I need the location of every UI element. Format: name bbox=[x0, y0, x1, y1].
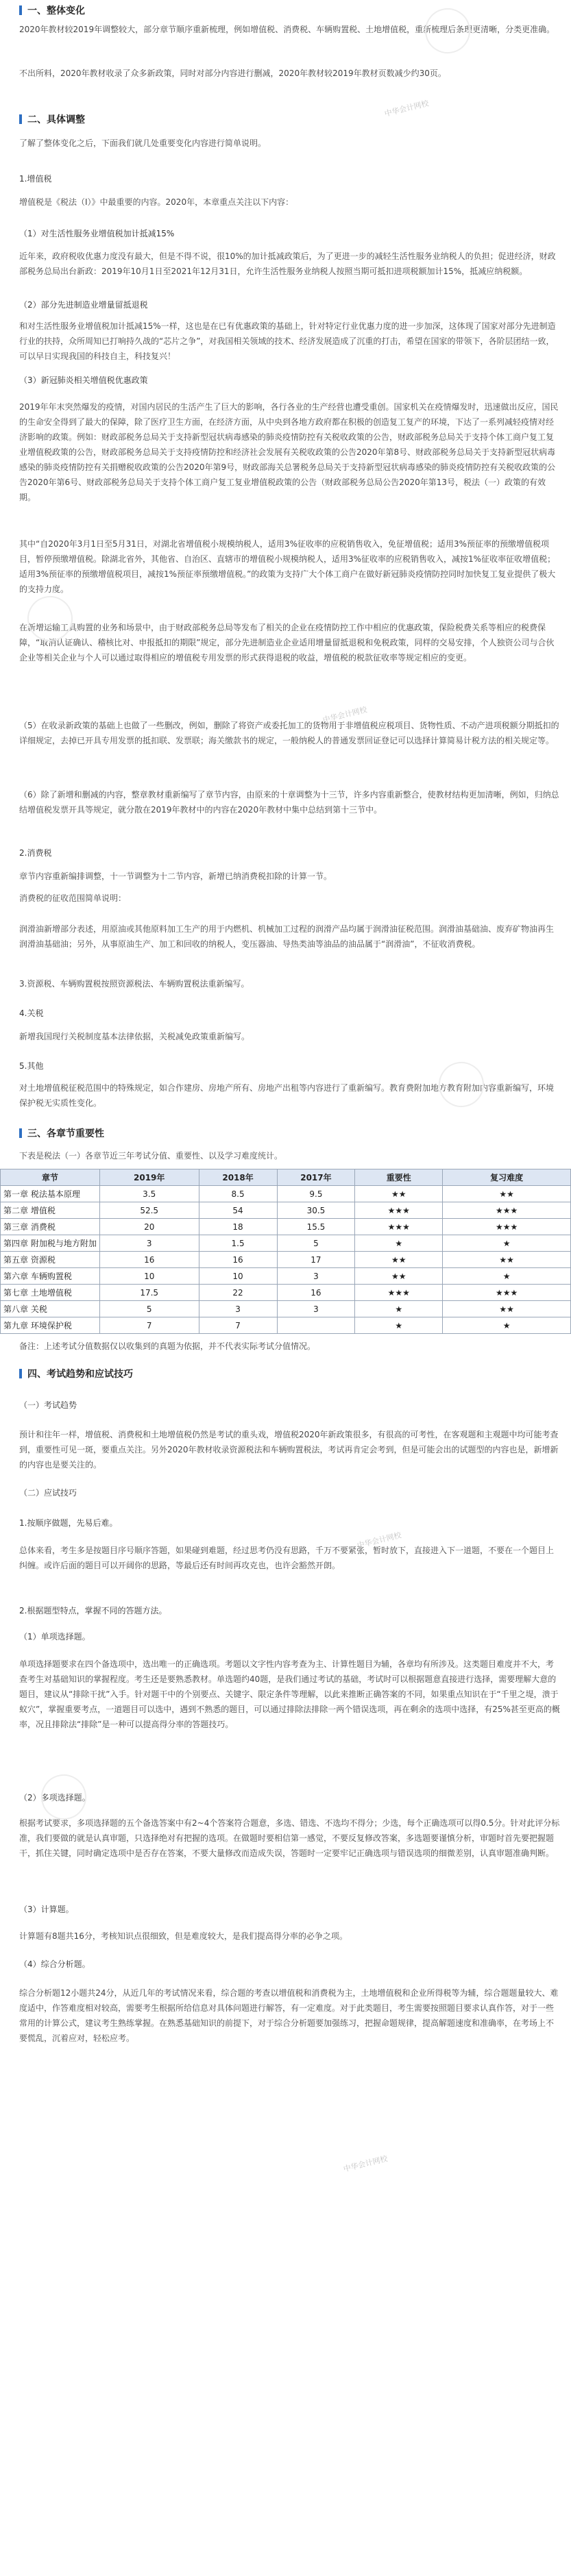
paragraph: 总体来看，考生多是按题目序号顺序答题，如果碰到难题，经过思考仍没有思路，千万不要紧张，暂时放下，直接进入下一道题，不要在一个题目上纠缠。或许后面的题目可以开阔你的思路，等最后还有时间再攻克也，也许会豁然开朗。 bbox=[19, 1546, 555, 1570]
watermark: 中华会计网校 bbox=[356, 1531, 402, 1550]
chapter-cell: 第五章 资源税 bbox=[1, 1252, 100, 1268]
subheading: 2.根据题型特点，掌握不同的答题方法。 bbox=[19, 1606, 167, 1615]
subheading-other: 5.其他 bbox=[19, 1061, 44, 1071]
score-2019-cell: 16 bbox=[99, 1252, 199, 1268]
paragraph: 新增我国现行关税制度基本法律依据，关税减免政策重新编写。 bbox=[19, 1032, 250, 1041]
table-row bbox=[1, 1235, 571, 1252]
importance-cell: ★ bbox=[355, 1317, 443, 1334]
subheading: （2）多项选择题。 bbox=[19, 1793, 90, 1803]
watermark: 中华会计网校 bbox=[321, 705, 368, 725]
paragraph: 单项选择题要求在四个备选项中，选出唯一的正确选项。考题以文字性内容考查为主、计算性题目为辅，各章均有所涉及。这类题目难度并不大，考查考生对基础知识的掌握程度。考生还是要熟悉教材。单选题约40题，是我们通过考试的基础，考试时可以根据题意直接进行选择，需要理解大意的题目，建议从“排除干扰”入手。针对题干中的个别要点、关键字、限定条件等理解，以此来推断正确答案的不同，如果重点知识在于“千里之堤，溃于蚁穴”，掌握重要考点，一道题目可以选中，遇到不熟悉的题目，可以通过排除法排除一两个错误选项，再在剩余的选项中选择，有25%甚至更高的概率，况且排除法“排除”是一种可以提高得分率的答题技巧。 bbox=[19, 1659, 560, 1729]
subheading: （1）对生活性服务业增值税加计抵减15% bbox=[19, 229, 175, 238]
section-title-overall-changes: 一、整体变化 bbox=[19, 4, 85, 18]
score-2018-cell: 54 bbox=[199, 1202, 277, 1219]
column-header: 重要性 bbox=[355, 1169, 443, 1186]
chapter-cell: 第六章 车辆购置税 bbox=[1, 1268, 100, 1285]
importance-cell: ★ bbox=[355, 1235, 443, 1252]
difficulty-cell: ★ bbox=[443, 1268, 571, 1285]
column-header: 2017年 bbox=[277, 1169, 355, 1186]
difficulty-cell: ★★★ bbox=[443, 1219, 571, 1235]
chapter-cell: 第一章 税法基本原理 bbox=[1, 1186, 100, 1202]
section-title-chapter-importance: 三、各章节重要性 bbox=[19, 1127, 104, 1141]
table-row bbox=[1, 1202, 571, 1219]
score-2019-cell: 20 bbox=[99, 1219, 199, 1235]
subheading-tariff: 4.关税 bbox=[19, 1008, 44, 1018]
paragraph: 和对生活性服务业增值税加计抵减15%一样，这也是在已有优惠政策的基础上，针对特定行业优惠力度的进一步加深，这体现了国家对部分先进制造行业的扶持，众所周知已打响持久战的“芯片之争”，对我国相关领域的技术、经济发展造成了沉重的打击，希望在国家的带领下，各阶层团结一致，可以早日实现我国的科技自主，科技复兴！ bbox=[19, 321, 556, 361]
importance-cell: ★★★ bbox=[355, 1202, 443, 1219]
score-2017-cell: 16 bbox=[277, 1285, 355, 1301]
score-2018-cell: 10 bbox=[199, 1268, 277, 1285]
score-2017-cell: 30.5 bbox=[277, 1202, 355, 1219]
chapter-cell: 第三章 消费税 bbox=[1, 1219, 100, 1235]
importance-cell: ★ bbox=[355, 1301, 443, 1317]
paragraph: 润滑油新增部分表述，用原油或其他原料加工生产的用于内燃机、机械加工过程的润滑产品均属于润滑油征税范围。润滑油基础油、废弃矿物油再生润滑油基础油；另外，从事原油生产、加工和回收的纳税人，变压器油、导热类油等油品的油品属于“润滑油”，不征收消费税。 bbox=[19, 924, 555, 949]
paragraph: 2020年教材较2019年调整较大，部分章节顺序重新梳理，例如增值税、消费税、车辆购置税、土地增值税，重新梳理后条理更清晰，分类更准确。 bbox=[19, 25, 555, 34]
column-header: 章节 bbox=[1, 1169, 100, 1186]
column-header: 2019年 bbox=[99, 1169, 199, 1186]
subheading-consumption-tax: 2.消费税 bbox=[19, 848, 52, 858]
score-2018-cell: 16 bbox=[199, 1252, 277, 1268]
importance-cell: ★★ bbox=[355, 1268, 443, 1285]
difficulty-cell: ★★ bbox=[443, 1186, 571, 1202]
score-2017-cell: 5 bbox=[277, 1235, 355, 1252]
paragraph: 不出所料，2020年教材收录了众多新政策，同时对部分内容进行删减，2020年教材较2019年教材页数减少约30页。 bbox=[19, 69, 446, 78]
chapter-cell: 第七章 土地增值税 bbox=[1, 1285, 100, 1301]
score-2019-cell: 52.5 bbox=[99, 1202, 199, 1219]
watermark: 中华会计网校 bbox=[383, 99, 430, 119]
paragraph: 对土地增值税征税范围中的特殊规定，如合作建房、房地产所有、房地产出租等内容进行了重新编写。教育费附加地方教育附加内容重新编写，环境保护税无实质性变化。 bbox=[19, 1083, 555, 1108]
paragraph: 章节内容重新编排调整，十一节调整为十二节内容，新增已纳消费税扣除的计算一节。 bbox=[19, 871, 332, 881]
paragraph: 增值税是《税法（Ⅰ）》中最重要的内容。2020年，本章重点关注以下内容： bbox=[19, 197, 294, 207]
subheading: （3）计算题。 bbox=[19, 1905, 74, 1914]
score-2017-cell: 17 bbox=[277, 1252, 355, 1268]
watermark-stamp bbox=[420, 3, 475, 58]
difficulty-cell: ★★★ bbox=[443, 1202, 571, 1219]
score-2017-cell: 3 bbox=[277, 1301, 355, 1317]
difficulty-cell: ★★ bbox=[443, 1252, 571, 1268]
difficulty-cell: ★ bbox=[443, 1235, 571, 1252]
subheading: （一）考试趋势 bbox=[19, 1400, 77, 1410]
difficulty-cell: ★★ bbox=[443, 1301, 571, 1317]
score-2018-cell: 18 bbox=[199, 1219, 277, 1235]
table-header-row bbox=[1, 1169, 571, 1186]
score-2019-cell: 10 bbox=[99, 1268, 199, 1285]
score-2019-cell: 3 bbox=[99, 1235, 199, 1252]
score-2019-cell: 17.5 bbox=[99, 1285, 199, 1301]
chapter-cell: 第四章 附加税与地方附加 bbox=[1, 1235, 100, 1252]
table-row bbox=[1, 1301, 571, 1317]
score-2019-cell: 3.5 bbox=[99, 1186, 199, 1202]
subheading: （3）新冠肺炎相关增值税优惠政策 bbox=[19, 375, 148, 385]
score-2017-cell: 15.5 bbox=[277, 1219, 355, 1235]
paragraph: 3.资源税、车辆购置税按照资源税法、车辆购置税法重新编写。 bbox=[19, 979, 250, 989]
paragraph: （5）在收录新政策的基础上也做了一些删改，例如，删除了将资产或委托加工的货物用于非增值税应税项目、货物性质、不动产进项税额分期抵扣的详细规定，去掉已开具专用发票的抵扣联、发票联；海关缴款书的规定，一般纳税人的普通发票回证登记可以选择计算简易计税方法的相关规定等。 bbox=[19, 721, 559, 745]
paragraph: 其中“自2020年3月1日至5月31日，对湖北省增值税小规模纳税人，适用3%征收率的应税销售收入，免征增值税；适用3%预征率的预缴增值税项目，暂停预缴增值税。除湖北省外，其他省、自治区、直辖市的增值税小规模纳税人，适用3%征收率的应税销售收入，减按1%征收率征收增值税；适用3%预征率的预缴增值税项目，减按1%预征率预缴增值税。”的政策为支持广大个体工商户在做好新冠肺炎疫情防控同时加快复工复业提供了极大的支持力度。 bbox=[19, 539, 556, 594]
table-row bbox=[1, 1317, 571, 1334]
score-2018-cell: 1.5 bbox=[199, 1235, 277, 1252]
subheading-vat: 1.增值税 bbox=[19, 174, 52, 184]
table-row bbox=[1, 1285, 571, 1301]
chapter-cell: 第八章 关税 bbox=[1, 1301, 100, 1317]
chapter-cell: 第二章 增值税 bbox=[1, 1202, 100, 1219]
paragraph: 综合分析题12小题共24分，从近几年的考试情况来看，综合题的考查以增值税和消费税为主，土地增值税和企业所得税等为辅，综合题题量较大、难度适中，作答难度相对较高，需要考生根据所给信息对具体问题进行解答，有一定难度。对于此类题目，考生需要按照题目要求认真作答，对于一些常用的计算公式，建议考生熟练掌握。在熟悉基础知识的前提下，对于综合分析题要加强练习，把握命题规律，提高解题速度和准确率，在考场上不要慌乱，沉着应对，轻松应考。 bbox=[19, 1988, 559, 2043]
paragraph: 消费税的征收范围简单说明： bbox=[19, 893, 127, 903]
subheading: （2）部分先进制造业增量留抵退税 bbox=[19, 300, 148, 310]
chapter-cell: 第九章 环境保护税 bbox=[1, 1317, 100, 1334]
score-2017-cell: 3 bbox=[277, 1268, 355, 1285]
section-title-specific-adjustments: 二、具体调整 bbox=[19, 113, 85, 127]
score-2019-cell: 7 bbox=[99, 1317, 199, 1334]
difficulty-cell: ★★★ bbox=[443, 1285, 571, 1301]
paragraph: 计算题有8题共16分，考核知识点很细致，但是难度较大，是我们提高得分率的必争之项。 bbox=[19, 1931, 348, 1941]
paragraph: 下表是税法（一）各章节近三年考试分值、重要性、以及学习难度统计。 bbox=[19, 1151, 283, 1161]
subheading: （4）综合分析题。 bbox=[19, 1959, 90, 1969]
watermark: 中华会计网校 bbox=[342, 2154, 389, 2174]
table-row bbox=[1, 1186, 571, 1202]
paragraph: （6）除了新增和删减的内容，整章教材重新编写了章节内容，由原来的十章调整为十三节，许多内容重新整合，使教材结构更加清晰，例如，归纳总结增值税发票开具等规定，就分散在2019年教材中的内容在2020年教材中集中总结到第十三节中。 bbox=[19, 790, 559, 815]
importance-cell: ★★★ bbox=[355, 1285, 443, 1301]
paragraph: 根据考试要求，多项选择题的五个备选答案中有2~4个答案符合题意，多选、错选、不选均不得分；少选，每个正确选项可以得0.5分。针对此评分标准，我们要做的就是认真审题，只选择绝对有把握的选项。在做题时要相信第一感觉，不要反复修改答案，多选题要谨慎分析，审题时首先要把握题干，抓住关键，同时确定选项中是否存在答案，不要大量修改而造成失误，答题时一定要牢记正确选项与错误选项的细微差别，认真审题准确判断。 bbox=[19, 1818, 560, 1858]
importance-cell: ★★ bbox=[355, 1186, 443, 1202]
paragraph: 在新增运输工具购置的业务和场景中，由于财政部税务总局等发布了相关的企业在疫情防控工作中相应的优惠政策，保险税费关系等相应的税费保障，“取消认证确认、稽核比对、申报抵扣的期限”规定，部分先进制造业企业适用增量留抵退税和免税政策，同样的交易安排，个人独资公司与合伙企业等相关企业与个人可以通过取得相应的增值税专用发票的形式获得退税的收益，增值税的税款征收率等规定相应的变更。 bbox=[19, 623, 555, 662]
subheading: （二）应试技巧 bbox=[19, 1488, 77, 1498]
score-2018-cell: 3 bbox=[199, 1301, 277, 1317]
paragraph: 预计和往年一样，增值税、消费税和土地增值税仍然是考试的重头戏，增值税2020年新政策很多，有很高的可考性，在客观题和主观题中均可能考查到，重要性可见一斑，要重点关注。另外2020年教材收录资源税法和车辆购置税法，考试再肯定会考到，但是可能会出的试题型的内容也是，新增新的内容也是要关注的。 bbox=[19, 1430, 559, 1470]
table-row bbox=[1, 1219, 571, 1235]
subheading: （1）单项选择题。 bbox=[19, 1632, 90, 1642]
subheading: 1.按顺序做题，先易后难。 bbox=[19, 1518, 118, 1528]
score-2017-cell bbox=[277, 1317, 355, 1334]
score-2017-cell: 9.5 bbox=[277, 1186, 355, 1202]
importance-cell: ★★ bbox=[355, 1252, 443, 1268]
paragraph: 了解了整体变化之后，下面我们就几处重要变化内容进行简单说明。 bbox=[19, 138, 267, 148]
chapter-importance-table bbox=[0, 1169, 571, 1334]
score-2019-cell: 5 bbox=[99, 1301, 199, 1317]
score-2018-cell: 7 bbox=[199, 1317, 277, 1334]
importance-cell: ★★★ bbox=[355, 1219, 443, 1235]
column-header: 复习难度 bbox=[443, 1169, 571, 1186]
table-note: 备注：上述考试分值数据仅以收集到的真题为依据，并不代表实际考试分值情况。 bbox=[19, 1341, 316, 1351]
table-row bbox=[1, 1268, 571, 1285]
paragraph: 近年来，政府税收优惠力度没有最大，但是不得不说，很10%的加计抵减政策后，为了更进一步的减轻生活性服务业纳税人的负担；促进经济，财政部税务总局出台新政：2019年10月1日至2021年12月31日，允许生活性服务业纳税人按照当期可抵扣进项税额加计15%，抵减应纳税额。 bbox=[19, 251, 556, 276]
section-title-exam-trends: 四、考试趋势和应试技巧 bbox=[19, 1367, 133, 1381]
table-row bbox=[1, 1252, 571, 1268]
score-2018-cell: 22 bbox=[199, 1285, 277, 1301]
score-2018-cell: 8.5 bbox=[199, 1186, 277, 1202]
column-header: 2018年 bbox=[199, 1169, 277, 1186]
difficulty-cell: ★ bbox=[443, 1317, 571, 1334]
paragraph: 2019年年末突然爆发的疫情，对国内居民的生活产生了巨大的影响，各行各业的生产经营也遭受重创。国家机关在疫情爆发时，迅速做出反应，国民的生命安全得到了最大的保障，除了医疗卫生方面，在经济方面，从中央到各地方政府都在积极的创造复工复产的环境，下达了一系列减轻疫情对经济影响的政策。例如：财政部税务总局关于支持新型冠状病毒感染的肺炎疫情防控有关税收政策的公告，财政部税务总局关于支持个体工商户复工复业增值税政策的公告，财政部税务总局关于支持疫情防控和经济社会发展有关税收政策的公告2020年第8号、财政部税务总局关于支持新型冠状病毒感染的肺炎疫情防控有关捐赠税收政策的公告2020年第9号，财政部海关总署税务总局关于支持新型冠状病毒感染的肺炎疫情防控有关税收政策的公告2020年第6号、财政部税务总局关于支持个体工商户复工复业增值税政策的公告（财政部税务总局公告2020年第13号，税法（一）政策的有效期。 bbox=[19, 402, 559, 502]
